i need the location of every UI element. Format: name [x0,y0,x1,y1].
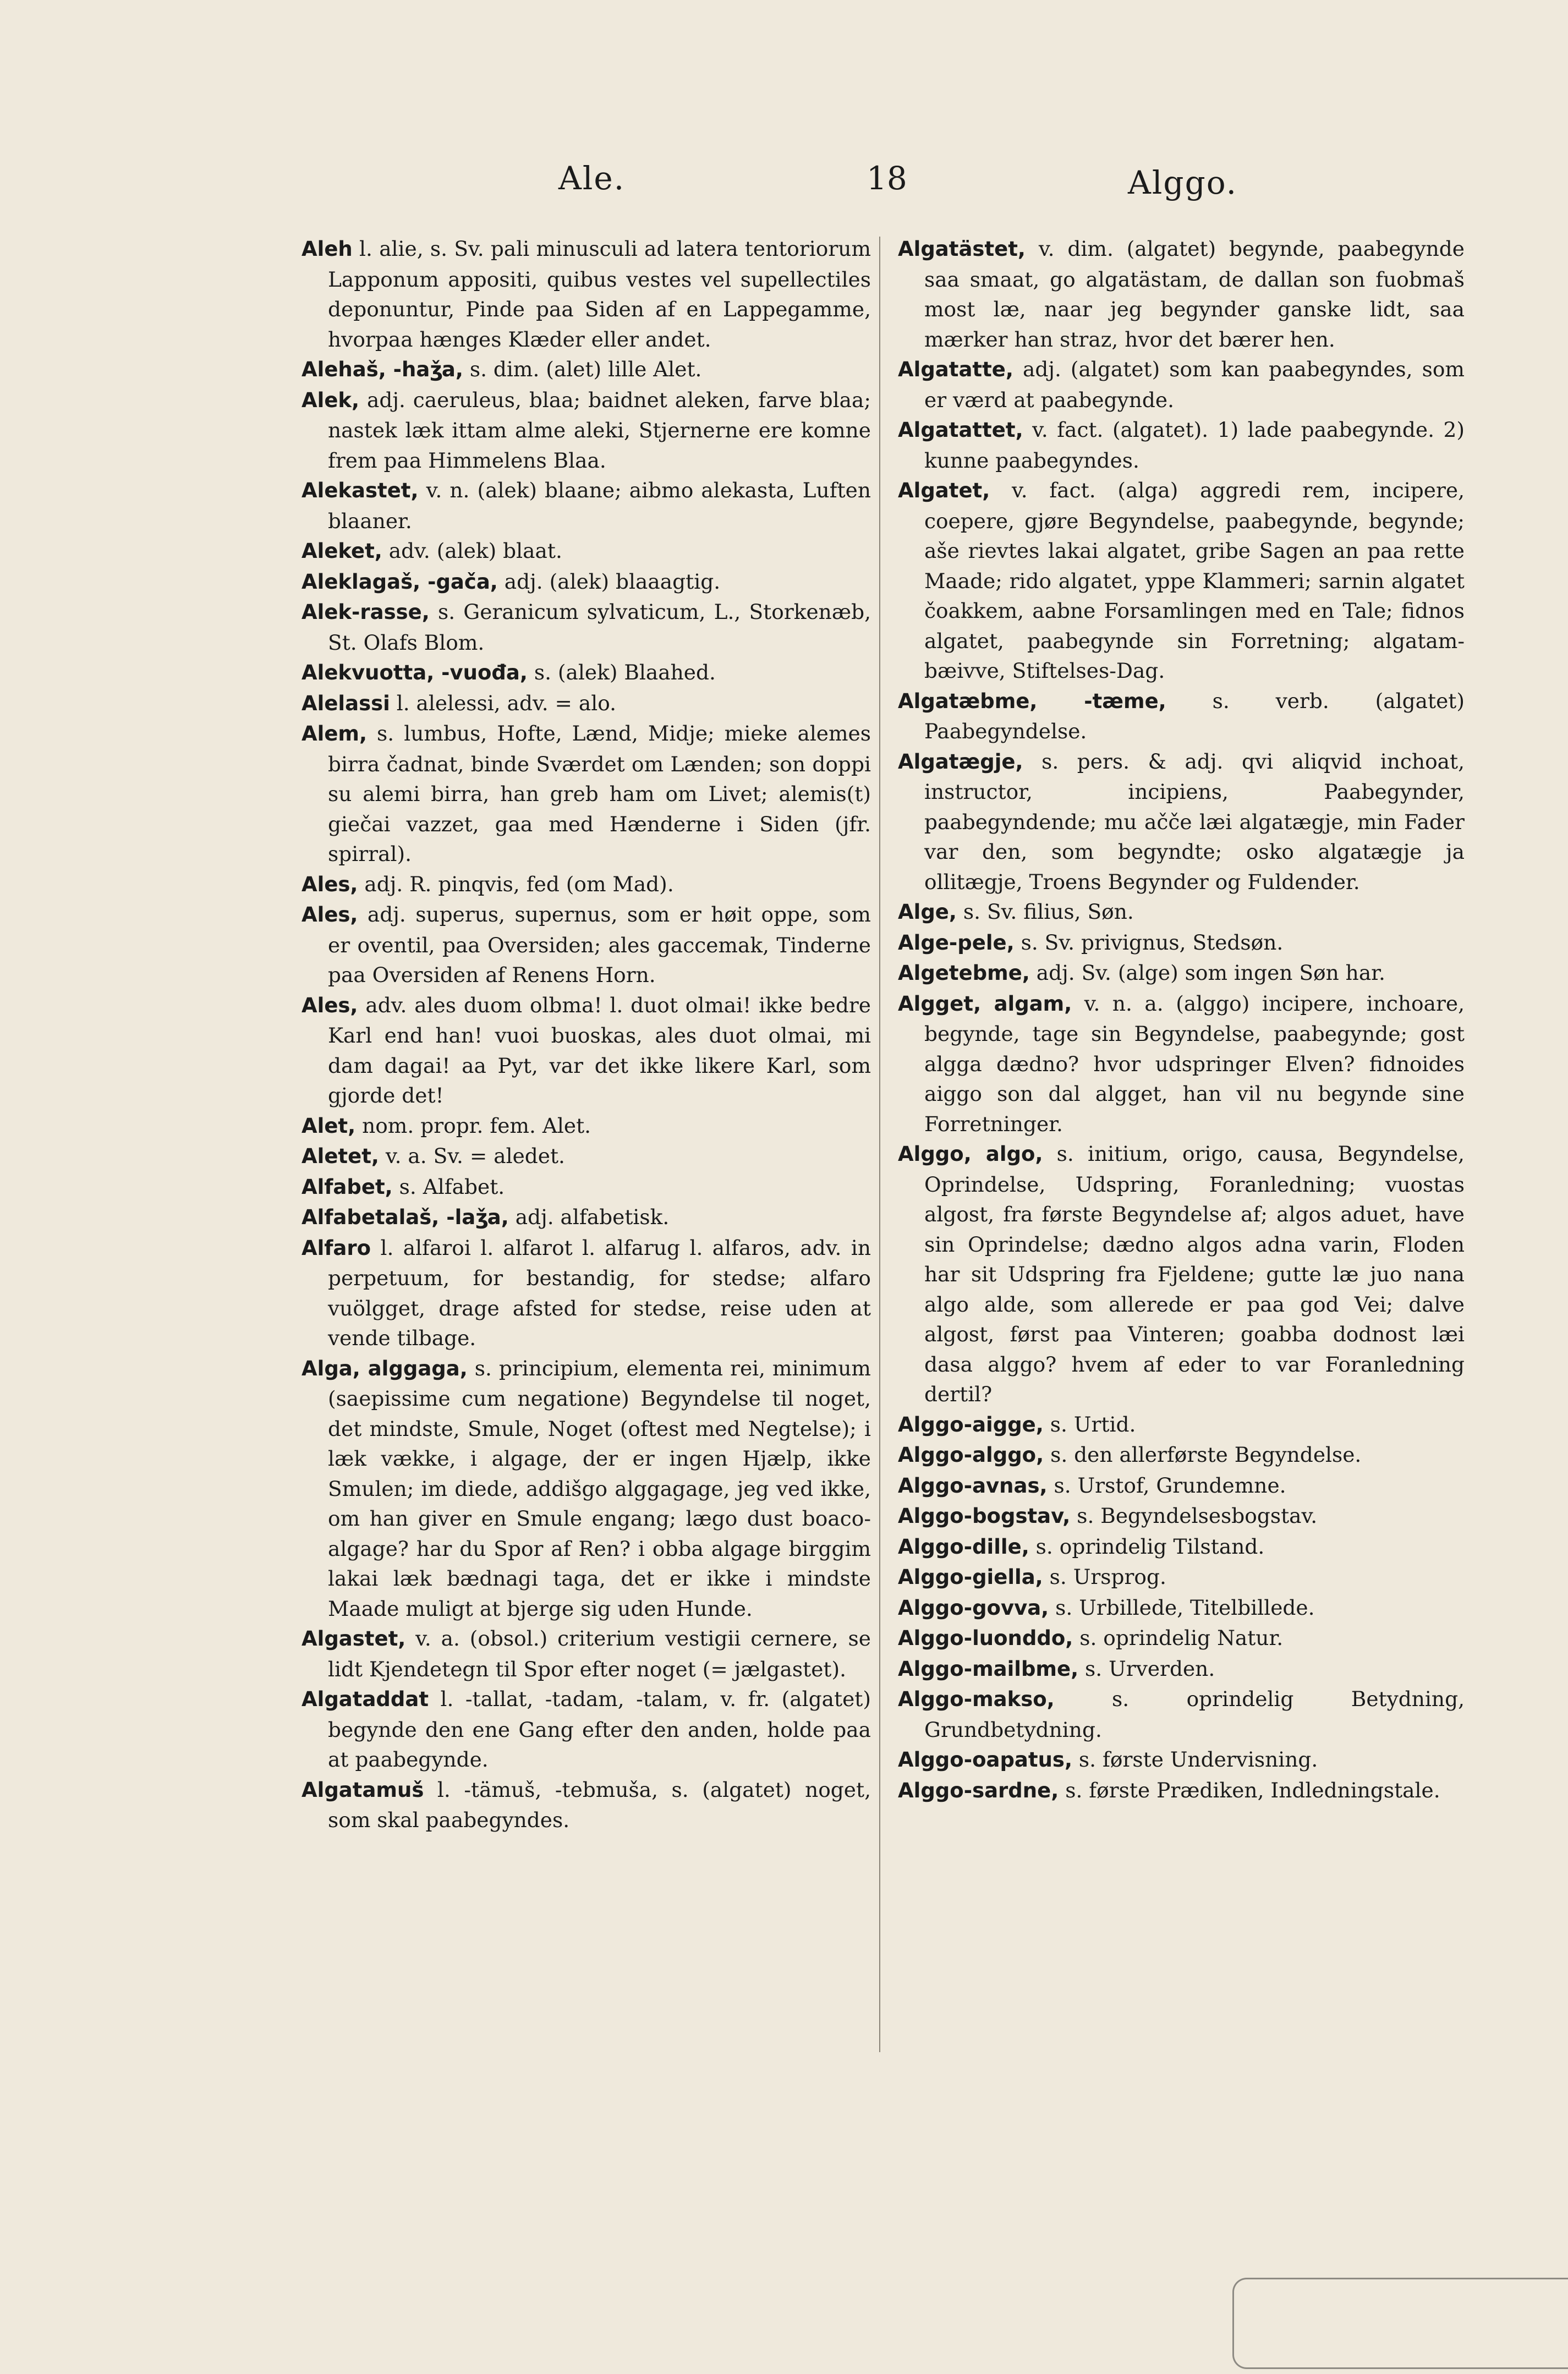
entry-definition: l. -tallat, -tadam, -talam, v. fr. (algatet) begynde den ene Gang efter den anden, holde paa at paabegynde. [328,1687,871,1772]
entry-headword: Alehaš, -haǯa, [301,358,463,381]
dictionary-entry [898,1532,1465,1562]
entry-headword: Alggo-giella, [898,1565,1043,1589]
entry-headword: Algget, algam, [898,991,1072,1016]
entry-headword: Alekvuotta, -vuođa, [301,661,528,684]
entry-headword: Ales, [301,872,358,896]
left-column [301,234,871,1835]
entry-definition: s. oprindelig Tilstand. [1029,1534,1265,1559]
entry-headword: Ales, [301,993,358,1017]
dictionary-entry [301,688,871,719]
entry-headword: Algetebme, [898,961,1030,985]
entry-definition: s. Urtid. [1043,1412,1136,1437]
entry-definition: s. Urverden. [1078,1656,1215,1681]
entry-definition: adj. R. pinqvis, fed (om Mad). [358,871,674,896]
entry-definition: s. Ursprog. [1043,1565,1166,1589]
dictionary-entry [301,1353,871,1624]
dictionary-entry [301,1111,871,1142]
dictionary-entry [898,747,1465,897]
entry-definition: l. alfaroi l. alfarot l. alfarug l. alfaros, adv. in perpetuum, for bestandig, for stedse; alfaro vuölgget, drage afsted for stedse, reise uden at vende tilbage. [328,1235,871,1350]
entry-headword: Algatægje, [898,749,1023,774]
entry-definition: s. lumbus, Hofte, Lænd, Midje; mieke alemes birra čadnat, binde Sværdet om Lænden; son doppi su alemi birra, han greb ham om Livet; alemis(t) giečai vazzet, gaa med Hænderne i Siden (jfr. spirral). [328,721,871,866]
entry-headword: Alfabet, [301,1175,393,1199]
dictionary-entry [898,1623,1465,1654]
dictionary-entry [301,1233,871,1353]
dictionary-entry [898,1775,1465,1806]
entry-definition: v. dim. (algatet) begynde, paabegynde saa smaat, go algatästam, de dallan son fuobmaš most læ, naar jeg begynder ganske lidt, saa mærker han straz, hvor det bærer hen. [924,237,1465,352]
dictionary-entry [301,900,871,990]
dictionary-entry [898,1139,1465,1410]
entry-definition: s. initium, origo, causa, Begyndelse, Oprindelse, Udspring, Foranledning; vuostas algost, fra første Begyndelse af; algos aduet, have sin Oprindelse; dædno algos adna varin, Floden har sit Udspring fra Fjeldene; gutte læ juo nana algo alde, som allerede er paa god Vei; dalve algost, først paa Vinteren; goabba dodnost læi dasa alggo? hvem af eder to var Foranledning dertil? [924,1142,1465,1406]
entry-definition: s. principium, elementa rei, minimum (saepissime cum negatione) Begyndelse til noget, det mindste, Smule, Noget (oftest med Negtelse); i læk vække, i algage, der er ingen Hjælp, ikke Smulen; im diede, addišgo alggagage, jeg ved ikke, om han giver en Smule engang; lægo dust boaco-algage? har du Spor af Ren? i obba algage birggim lakai læk bædnagi taga, det er ikke i mindste Maade muligt at bjerge sig uden Hunde. [328,1356,871,1621]
dictionary-entry [301,1141,871,1172]
header-last-word: Alggo. [1128,164,1238,201]
dictionary-entry [301,1172,871,1203]
dictionary-entry [301,657,871,688]
entry-definition: adj. Sv. (alge) som ingen Søn har. [1029,961,1385,985]
entry-definition: s. Sv. filius, Søn. [956,900,1134,924]
entry-definition: l. alie, s. Sv. pali minusculi ad latera tentoriorum Lapponum appositi, quibus vestes vel supellectiles deponuntur, Pinde paa Siden af en Lappegamme, hvorpaa hænges Klæder eller andet. [328,237,871,352]
header-first-word: Ale. [558,160,626,197]
entry-definition: l. -tämuš, -tebmuša, s. (algatet) noget, som skal paabegyndes. [328,1777,871,1832]
dictionary-entry [898,686,1465,747]
entry-definition: v. a. (obsol.) criterium vestigii cernere, se lidt Kjendetegn til Spor efter noget (= jælgastet). [328,1626,871,1681]
entry-headword: Aletet, [301,1144,379,1168]
entry-headword: Alfabetalaš, -laǯa, [301,1205,509,1229]
dictionary-entry [898,1471,1465,1501]
entry-headword: Alggo-luonddo, [898,1626,1073,1650]
entry-definition: l. alelessi, adv. = alo. [390,690,617,715]
entry-headword: Alggo-makso, [898,1687,1055,1711]
dictionary-entry [898,1501,1465,1532]
dictionary-entry [898,475,1465,686]
entry-definition: s. Alfabet. [392,1174,505,1199]
dictionary-entry [301,1624,871,1684]
dictionary-entry [301,354,871,385]
entry-definition: s. Begyndelsesbogstav. [1070,1504,1318,1528]
entry-headword: Ales, [301,903,358,926]
entry-definition: s. dim. (alet) lille Alet. [463,357,702,381]
entry-headword: Alggo, algo, [898,1142,1043,1166]
dictionary-entry [898,989,1465,1139]
entry-definition: s. Sv. privignus, Stedsøn. [1014,930,1284,955]
entry-headword: Algatæbme, -tæme, [898,689,1166,713]
entry-headword: Algatamuš [301,1778,424,1802]
entry-definition: v. n. (alek) blaane; aibmo alekasta, Luften blaaner. [328,478,871,533]
entry-definition: v. fact. (alga) aggredi rem, incipere, coepere, gjøre Begyndelse, paabegynde, begynde; aše rievtes lakai algatet, gribe Sagen an paa rette Maade; rido algatet, yppe Klammeri; sarnin algatet čoakkem, aabne Forsamlingen med en Tale; fidnos algatet, paabegynde sin Forretning; algatam-bæivve, Stiftelses-Dag. [924,478,1465,683]
dictionary-entry [301,385,871,476]
dictionary-entry [301,1202,871,1233]
entry-definition: s. oprindelig Natur. [1073,1626,1284,1650]
entry-definition: v. n. a. (alggo) incipere, inchoare, begynde, tage sin Begyndelse, paabegynde; gost algga dædno? hvor udspringer Elven? fidnoides aiggo son dal algget, han vil nu begynde sine Forretninger. [924,991,1465,1136]
entry-definition: s. (alek) Blaahed. [527,660,716,684]
entry-headword: Alem, [301,722,368,745]
dictionary-entry [301,1775,871,1835]
dictionary-entry [898,897,1465,928]
dictionary-entry [898,958,1465,989]
entry-headword: Alek-rasse, [301,600,430,624]
dictionary-entry [898,415,1465,475]
page-number: 18 [867,160,907,197]
entry-headword: Alga, alggaga, [301,1356,468,1380]
dictionary-entry [301,990,871,1111]
dictionary-entry [898,1593,1465,1624]
entry-headword: Alggo-bogstav, [898,1504,1071,1528]
entry-definition: adj. superus, supernus, som er høit oppe, som er oventil, paa Oversiden; ales gaccemak, Tinderne paa Oversiden af Renens Horn. [328,902,871,987]
dictionary-entry [898,1562,1465,1593]
entry-headword: Alggo-govva, [898,1596,1049,1620]
entry-headword: Alggo-sardne, [898,1778,1059,1802]
dictionary-entry [898,1745,1465,1775]
entry-definition: adj. caeruleus, blaa; baidnet aleken, farve blaa; nastek læk ittam alme aleki, Stjernerne ere komne frem paa Himmelens Blaa. [328,387,871,473]
entry-headword: Aleh [301,237,353,261]
entry-headword: Algatästet, [898,237,1026,261]
dictionary-entry [898,928,1465,958]
entry-headword: Alggo-oapatus, [898,1748,1073,1772]
entry-definition: s. første Undervisning. [1072,1747,1318,1772]
dictionary-entry [301,475,871,536]
dictionary-entry [898,1654,1465,1685]
library-stamp-frame [1232,2278,1568,2369]
column-divider [879,237,880,2052]
entry-headword: Aleket, [301,539,382,563]
dictionary-entry [301,536,871,567]
entry-headword: Alek, [301,388,360,412]
entry-headword: Alggo-avnas, [898,1473,1048,1498]
entry-headword: Algatattet, [898,418,1023,442]
right-column [898,234,1465,1806]
entry-headword: Alggo-aigge, [898,1412,1044,1437]
entry-headword: Algatet, [898,479,990,502]
entry-definition: s. pers. & adj. qvi aliqvid inchoat, instructor, incipiens, Paabegynder, paabegyndende; mu ačče læi algatægje, min Fader var den, som begyndte; osko algatægje ja ollitægje, Troens Begynder og Fuldender. [924,749,1465,894]
entry-definition: s. første Prædiken, Indledningstale. [1059,1778,1440,1802]
dictionary-entry [301,719,871,869]
dictionary-entry [898,1440,1465,1471]
entry-definition: adj. (alek) blaaagtig. [497,569,721,594]
entry-definition: s. oprindelig Betydning, Grundbetydning. [924,1687,1465,1742]
entry-definition: nom. propr. fem. Alet. [355,1113,591,1138]
entry-headword: Alggo-dille, [898,1534,1029,1559]
dictionary-entry [301,1684,871,1775]
dictionary-entry [301,234,871,354]
dictionary-entry [898,354,1465,415]
entry-headword: Alekastet, [301,479,419,502]
entry-definition: adv. (alek) blaat. [382,539,562,563]
dictionary-entry [898,234,1465,354]
entry-definition: adj. alfabetisk. [508,1205,670,1229]
entry-definition: s. Urbillede, Titelbillede. [1049,1595,1315,1620]
entry-headword: Alelassi [301,691,390,715]
entry-definition: s. den allerførste Begyndelse. [1044,1443,1362,1467]
entry-definition: v. a. Sv. = aledet. [379,1144,565,1168]
entry-headword: Alge, [898,900,957,924]
entry-definition: v. fact. (algatet). 1) lade paabegynde. 2) kunne paabegyndes. [924,418,1465,473]
entry-headword: Algataddat [301,1687,429,1711]
entry-headword: Alge-pele, [898,930,1015,955]
entry-definition: s. Urstof, Grundemne. [1047,1473,1286,1498]
dictionary-entry [301,597,871,657]
page-header [0,160,1568,209]
entry-definition: adj. (algatet) som kan paabegyndes, som er værd at paabegynde. [924,357,1465,412]
entry-headword: Algastet, [301,1627,406,1651]
dictionary-entry [898,1410,1465,1440]
entry-headword: Algatatte, [898,358,1013,381]
entry-headword: Aleklagaš, -gača, [301,569,498,594]
entry-headword: Alggo-mailbme, [898,1657,1079,1681]
dictionary-entry [301,869,871,900]
entry-headword: Alet, [301,1114,356,1138]
dictionary-entry [898,1684,1465,1745]
entry-headword: Alfaro [301,1236,371,1260]
entry-definition: s. verb. (algatet) Paabegyndelse. [924,688,1465,743]
dictionary-entry [301,567,871,597]
entry-definition: adv. ales duom olbma! l. duot olmai! ikke bedre Karl end han! vuoi buoskas, ales duot olmai, mi dam dagai! aa Pyt, var det ikke likere Karl, som gjorde det! [328,993,871,1107]
entry-definition: s. Geranicum sylvaticum, L., Storkenæb, St. Olafs Blom. [328,600,871,655]
entry-headword: Alggo-alggo, [898,1443,1044,1467]
